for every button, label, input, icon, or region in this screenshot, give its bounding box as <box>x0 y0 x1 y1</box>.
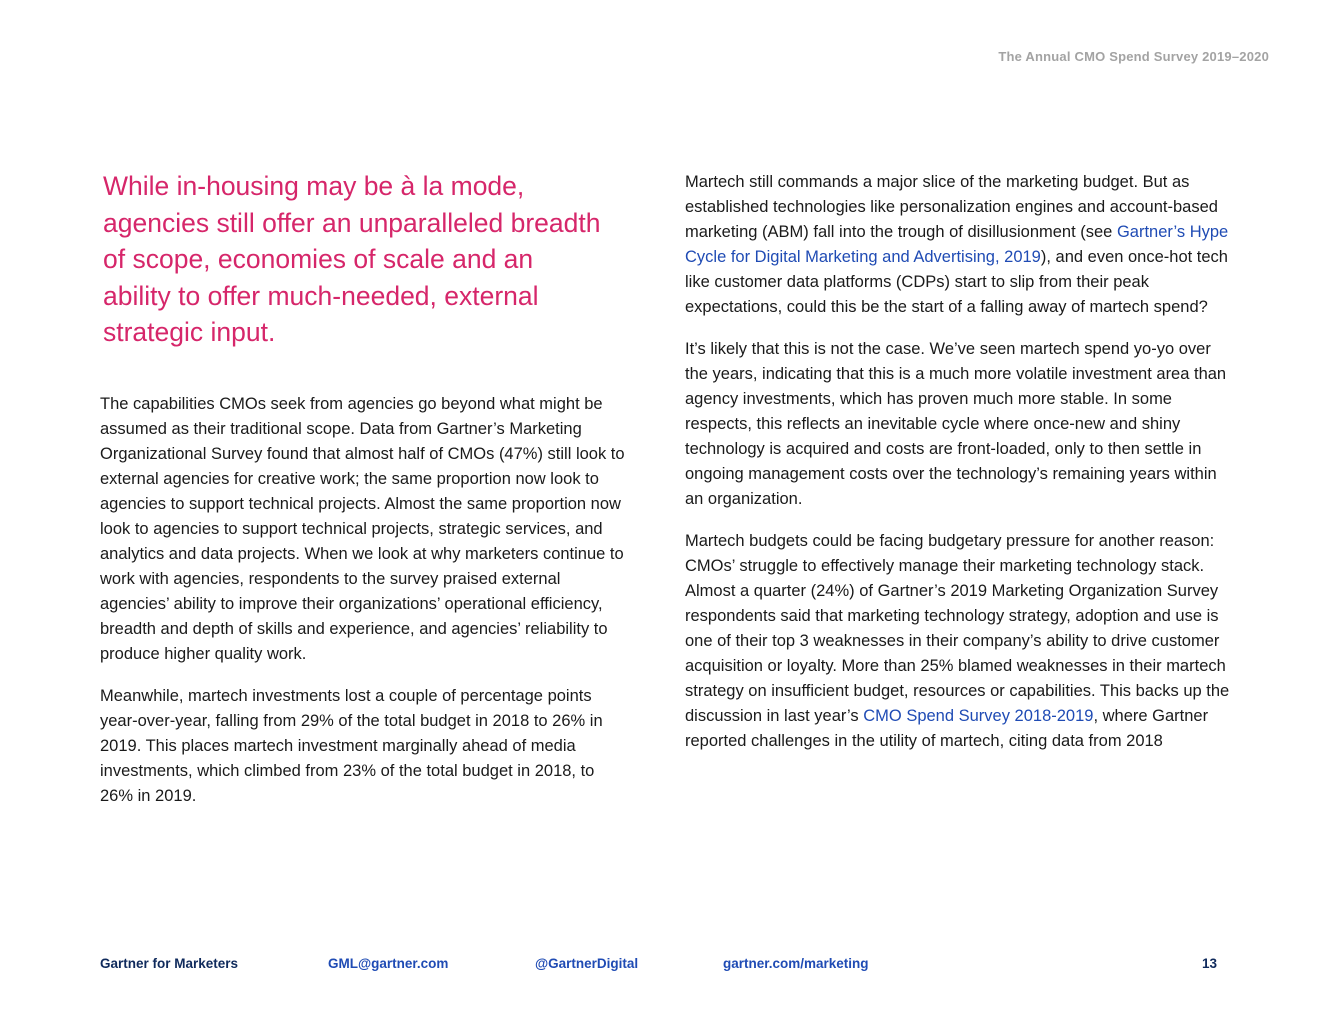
hype-cycle-link[interactable]: Gartner’s Hype Cycle for Digital Marketing and Advertising, 2019 <box>685 223 1229 266</box>
left-column <box>100 392 630 826</box>
right-paragraph-3-text-b: , where Gartner reported challenges in the utility of martech, citing data from 2018 <box>685 707 1209 750</box>
page-number: 13 <box>1202 956 1218 971</box>
right-paragraph-1 <box>685 170 1230 320</box>
right-paragraph-3 <box>685 529 1230 754</box>
footer-social-link[interactable]: @GartnerDigital <box>535 956 639 971</box>
footer <box>0 956 1320 976</box>
right-paragraph-1-text-a: Martech still commands a major slice of the marketing budget. But as established technologies like personalization engines and account-based marketing (ABM) fall into the trough of disillusionment (see <box>685 173 1218 241</box>
right-column <box>685 170 1230 771</box>
left-paragraph-1: The capabilities CMOs seek from agencies go beyond what might be assumed as their traditional scope. Data from Gartner’s Marketing Organizational Survey found that almost half of CMOs (47%) still look to external agencies for creative work; the same proportion now look to agencies to support technical projects. Almost the same proportion now look to agencies to support technical projects, strategic services, and analytics and data projects. When we look at why marketers continue to work with agencies, respondents to the survey praised external agencies’ ability to improve their organizations’ operational efficiency, breadth and depth of skills and experience, and agencies’ reliability to produce higher quality work. <box>100 395 625 663</box>
cmo-spend-survey-link[interactable]: CMO Spend Survey 2018-2019 <box>863 707 1094 725</box>
right-paragraph-1-text-b: ), and even once-hot tech like customer data platforms (CDPs) start to slip from their peak expectations, could this be the start of a falling away of martech spend? <box>685 248 1228 316</box>
right-paragraph-2: It’s likely that this is not the case. We’ve seen martech spend yo-yo over the years, indicating that this is a much more volatile investment area than agency investments, which has proven much more stable. In some respects, this reflects an inevitable cycle where once-new and shiny technology is acquired and costs are front-loaded, only to then settle in ongoing management costs over the technology’s remaining years within an organization. <box>685 340 1227 508</box>
right-paragraph-3-text-a: Martech budgets could be facing budgetary pressure for another reason: CMOs’ struggle to effectively manage their marketing technology stack. Almost a quarter (24%) of Gartner’s 2019 Marketing Organization Survey respondents said that marketing technology strategy, adoption and use is one of their top 3 weaknesses in their company’s ability to drive customer acquisition or loyalty. More than 25% blamed weaknesses in their martech strategy on insufficient budget, resources or capabilities. This backs up the discussion in last year’s <box>685 532 1230 725</box>
left-paragraph-2: Meanwhile, martech investments lost a couple of percentage points year-over-year, falling from 29% of the total budget in 2018 to 26% in 2019. This places martech investment marginally ahead of media investments, which climbed from 23% of the total budget in 2018, to 26% in 2019. <box>100 687 603 805</box>
footer-website-link[interactable]: gartner.com/marketing <box>723 956 869 971</box>
pull-quote: While in-housing may be à la mode, agencies still offer an unparalleled breadth of scope, economies of scale and an ability to offer much-needed, external strategic input. <box>103 171 601 348</box>
footer-email-link[interactable]: GML@gartner.com <box>328 956 449 971</box>
header-title: The Annual CMO Spend Survey 2019–2020 <box>998 49 1269 64</box>
footer-brand: Gartner for Marketers <box>100 956 239 971</box>
